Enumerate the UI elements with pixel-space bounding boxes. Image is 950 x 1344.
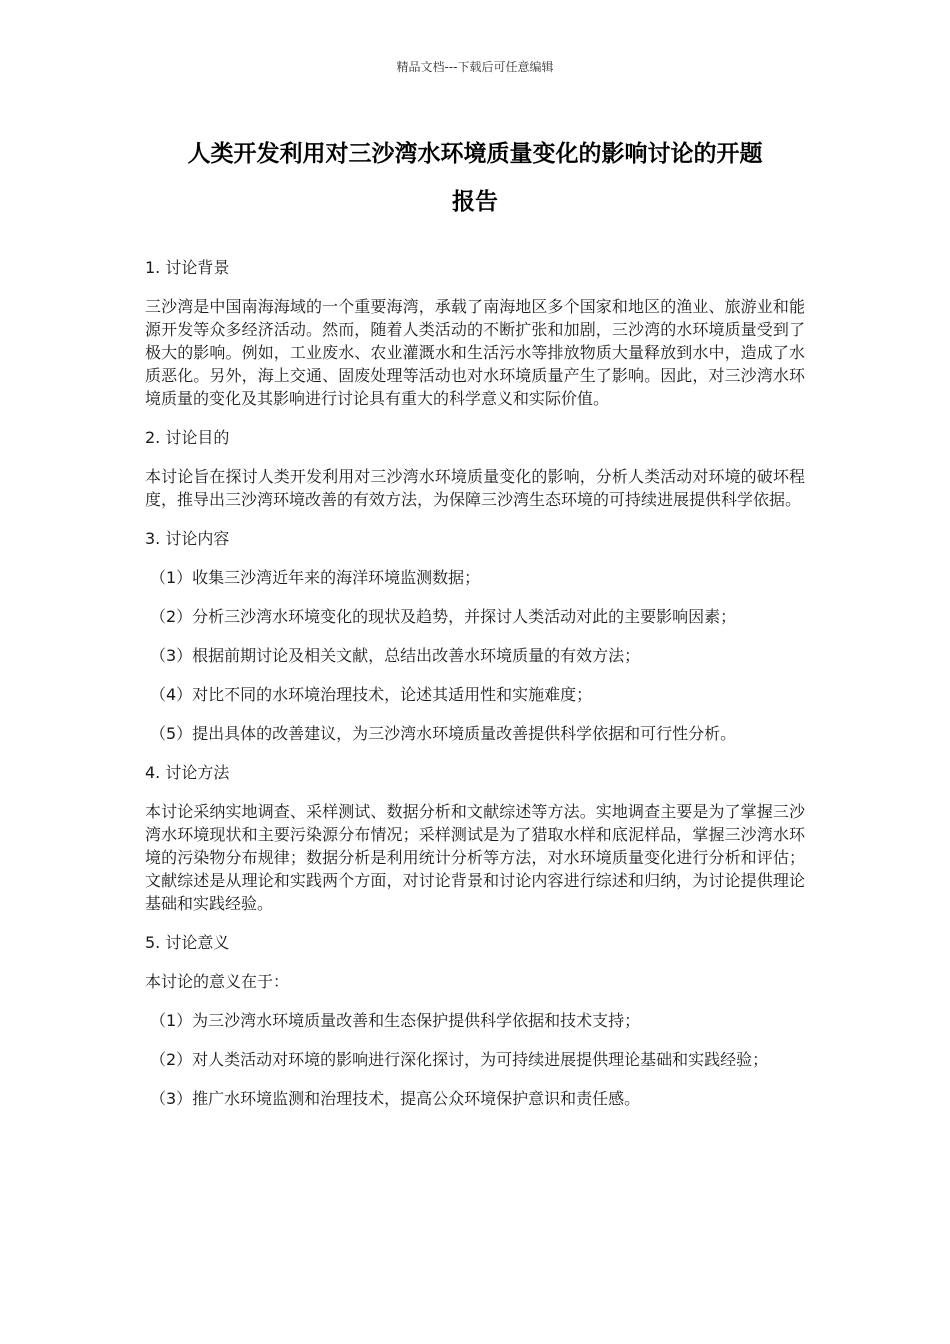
document-body bbox=[145, 256, 805, 1126]
section-3-heading: 3. 讨论内容 bbox=[145, 529, 230, 548]
title-line-1: 人类开发利用对三沙湾水环境质量变化的影响讨论的开题 bbox=[187, 141, 763, 167]
section-3-item-3: （3）根据前期讨论及相关文献，总结出改善水环境质量的有效方法； bbox=[150, 646, 641, 665]
section-3-item-2: （2）分析三沙湾水环境变化的现状及趋势，并探讨人类活动对此的主要影响因素； bbox=[150, 607, 737, 626]
section-4-heading: 4. 讨论方法 bbox=[145, 763, 230, 782]
section-2-paragraph: 本讨论旨在探讨人类开发利用对三沙湾水环境质量变化的影响，分析人类活动对环境的破坏程度，推导出三沙湾环境改善的有效方法，为保障三沙湾生态环境的可持续进展提供科学依据。 bbox=[145, 467, 805, 509]
section-2-heading: 2. 讨论目的 bbox=[145, 428, 230, 447]
section-5-intro: 本讨论的意义在于： bbox=[145, 972, 290, 991]
header-note: 精品文档---下载后可任意编辑 bbox=[396, 60, 554, 74]
title-line-2: 报告 bbox=[452, 189, 498, 215]
section-5-item-2: （2）对人类活动对环境的影响进行深化探讨，为可持续进展提供理论基础和实践经验； bbox=[150, 1050, 769, 1069]
section-1-paragraph: 三沙湾是中国南海海域的一个重要海湾，承载了南海地区多个国家和地区的渔业、旅游业和能源开发等众多经济活动。然而，随着人类活动的不断扩张和加剧，三沙湾的水环境质量受到了极大的影响。例如，工业废水、农业灌溉水和生活污水等排放物质大量释放到水中，造成了水质恶化。另外，海上交通、固废处理等活动也对水环境质量产生了影响。因此，对三沙湾水环境质量的变化及其影响进行讨论具有重大的科学意义和实际价值。 bbox=[145, 297, 805, 408]
section-3-item-4: （4）对比不同的水环境治理技术，论述其适用性和实施难度； bbox=[150, 685, 593, 704]
section-5-item-3: （3）推广水环境监测和治理技术，提高公众环境保护意识和责任感。 bbox=[150, 1089, 641, 1108]
section-5-heading: 5. 讨论意义 bbox=[145, 933, 230, 952]
section-4-paragraph: 本讨论采纳实地调查、采样测试、数据分析和文献综述等方法。实地调查主要是为了掌握三沙湾水环境现状和主要污染源分布情况；采样测试是为了猎取水样和底泥样品，掌握三沙湾水环境的污染物分布规律；数据分析是利用统计分析等方法，对水环境质量变化进行分析和评估；文献综述是从理论和实践两个方面，对讨论背景和讨论内容进行综述和归纳，为讨论提供理论基础和实践经验。 bbox=[145, 802, 805, 913]
section-5-item-1: （1）为三沙湾水环境质量改善和生态保护提供科学依据和技术支持； bbox=[150, 1011, 641, 1030]
section-3-item-5: （5）提出具体的改善建议，为三沙湾水环境质量改善提供科学依据和可行性分析。 bbox=[150, 724, 737, 743]
document-title bbox=[145, 130, 805, 226]
section-3-item-1: （1）收集三沙湾近年来的海洋环境监测数据； bbox=[150, 568, 481, 587]
section-1-heading: 1. 讨论背景 bbox=[145, 258, 230, 277]
